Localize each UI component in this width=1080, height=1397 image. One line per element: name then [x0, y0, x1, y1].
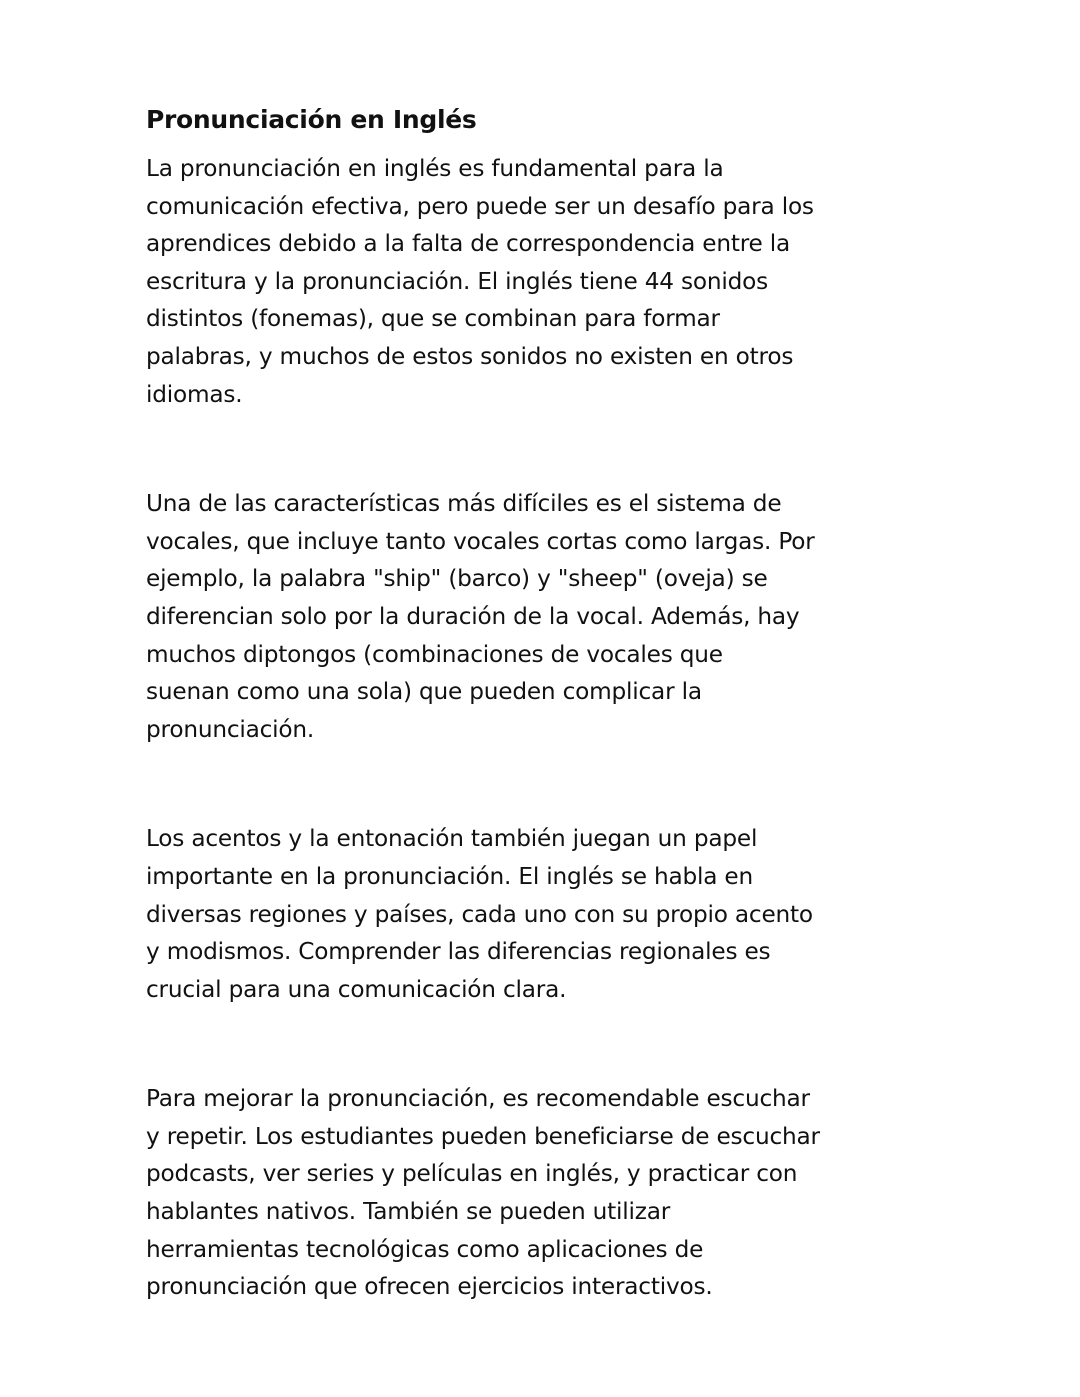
document-page: [146, 100, 906, 1306]
paragraph-vowels: Una de las características más difíciles es el sistema de vocales, que incluye tanto vocales cortas como largas. Por ejemplo, la palabra "ship" (barco) y "sheep" (oveja) se diferencian solo por la duración de la vocal. Además, hay muchos diptongos (combinaciones de vocales que suenan como una sola) que pueden complicar la pronunciación.: [146, 490, 815, 743]
paragraph-accents: Los acentos y la entonación también juegan un papel importante en la pronunciación. El inglés se habla en diversas regiones y países, cada uno con su propio acento y modismos. Comprender las diferencias regionales es crucial para una comunicación clara.: [146, 825, 813, 1003]
paragraph-intro: La pronunciación en inglés es fundamental para la comunicación efectiva, pero puede ser un desafío para los aprendices debido a la falta de correspondencia entre la escritura y la pronunciación. El inglés tiene 44 sonidos distintos (fonemas), que se combinan para formar palabras, y muchos de estos sonidos no existen en otros idiomas.: [146, 155, 814, 408]
document-title: Pronunciación en Inglés: [146, 105, 477, 134]
paragraph-improvement: Para mejorar la pronunciación, es recomendable escuchar y repetir. Los estudiantes pueden beneficiarse de escuchar podcasts, ver series y películas en inglés, y practicar con hablantes nativos. También se pueden utilizar herramientas tecnológicas como aplicaciones de pronunciación que ofrecen ejercicios interactivos.: [146, 1085, 820, 1301]
